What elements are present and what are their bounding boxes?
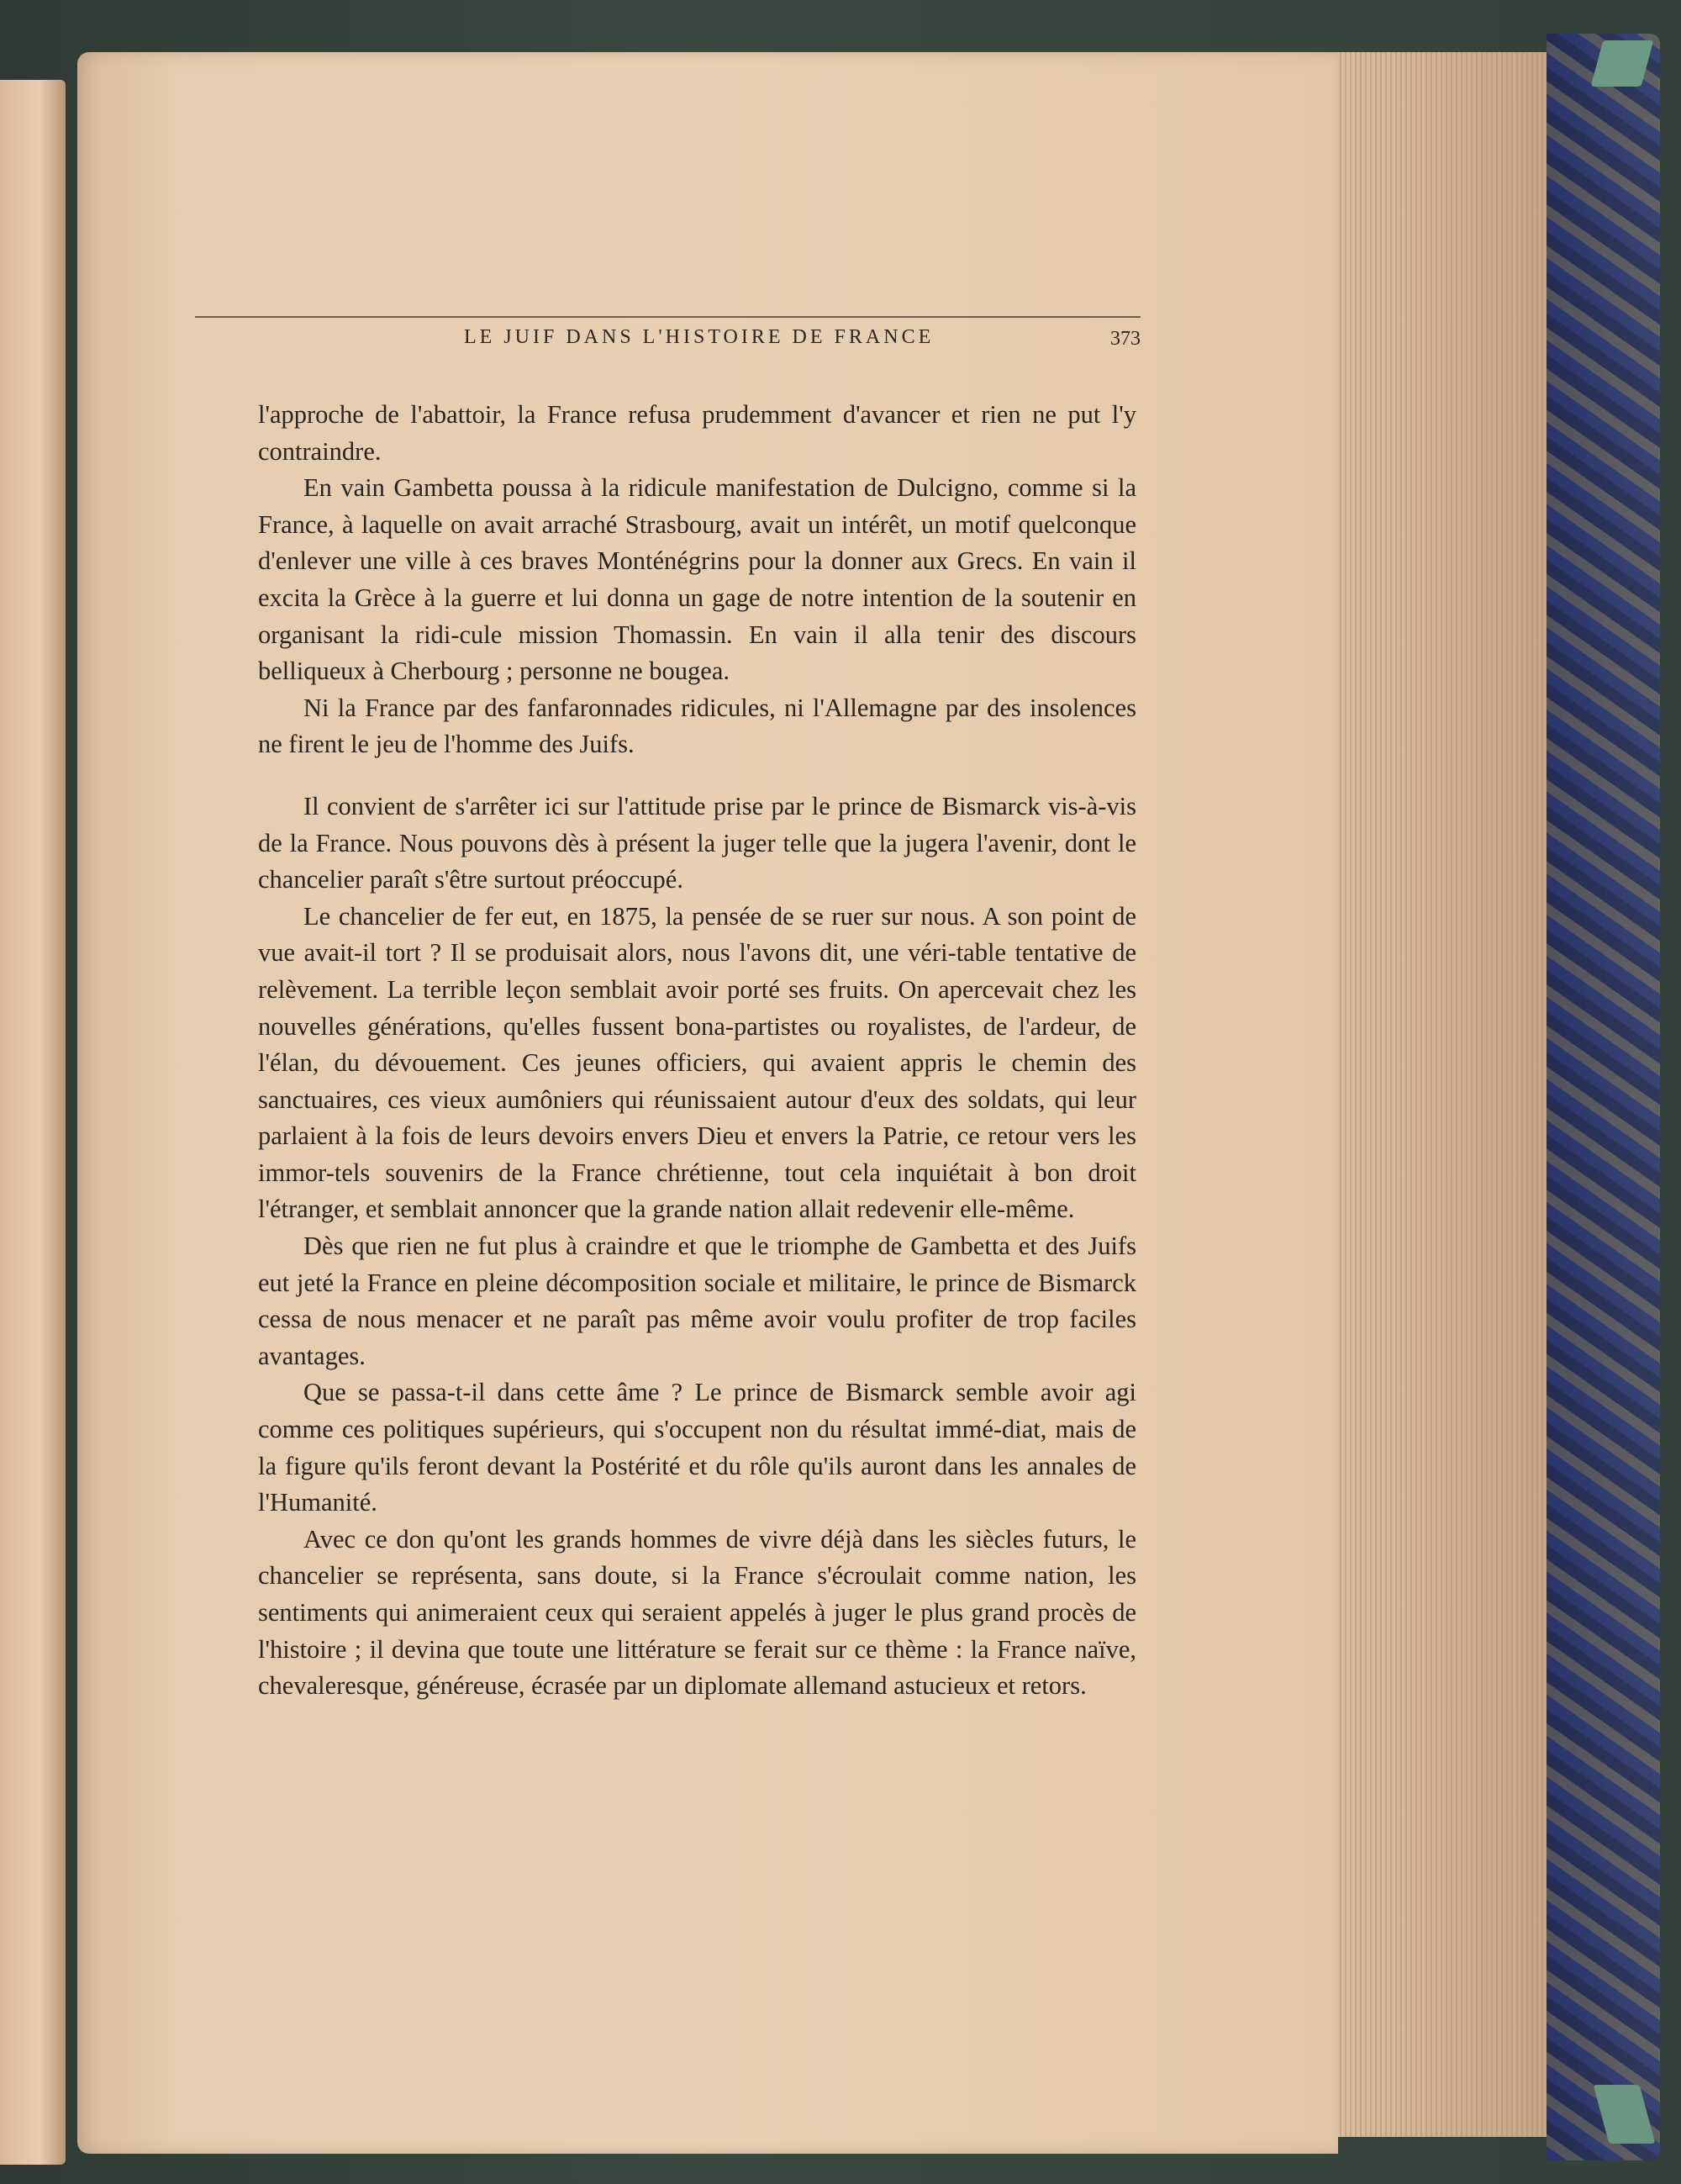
paragraph: l'approche de l'abattoir, la France refusa prudemment d'avancer et rien ne put l'y contraindre. bbox=[258, 400, 1136, 466]
book-page bbox=[77, 52, 1338, 2154]
body-text bbox=[258, 397, 1136, 1705]
paragraph: Avec ce don qu'ont les grands hommes de vivre déjà dans les siècles futurs, le chancelier se représenta, sans doute, si la France s'écroulait comme nation, les sentiments qui animeraient ceux qui seraient appelés à juger le plus grand procès de l'histoire ; il devina que toute une littérature se ferait sur ce thème : la France naïve, chevaleresque, généreuse, écrasée par un diplomate allemand astucieux et retors. bbox=[258, 1524, 1136, 1701]
paragraph: Que se passa-t-il dans cette âme ? Le prince de Bismarck semble avoir agi comme ces politiques supérieurs, qui s'occupent non du résultat immé-diat, mais de la figure qu'ils feront devant la Postérité et du rôle qu'ils auront dans les annales de l'Humanité. bbox=[258, 1378, 1136, 1517]
running-title: LE JUIF DANS L'HISTOIRE DE FRANCE bbox=[464, 326, 935, 348]
paragraph: Ni la France par des fanfaronnades ridicules, ni l'Allemagne par des insolences ne firent le jeu de l'homme des Juifs. bbox=[258, 693, 1136, 759]
page-number: 373 bbox=[1110, 328, 1141, 350]
book-cover-edge bbox=[1547, 34, 1660, 2160]
left-facing-page bbox=[0, 80, 66, 2165]
paragraph: Il convient de s'arrêter ici sur l'attitude prise par le prince de Bismarck vis-à-vis de la France. Nous pouvons dès à présent la juger telle que la jugera l'avenir, dont le chancelier paraît s'être surtout préoccupé. bbox=[258, 791, 1136, 894]
paragraph: En vain Gambetta poussa à la ridicule manifestation de Dulcigno, comme si la France, à laquelle on avait arraché Strasbourg, avait un intérêt, un motif quelconque d'enlever une ville à ces braves Monténégrins pour la donner aux Grecs. En vain il excita la Grèce à la guerre et lui donna un gage de notre intention de la soutenir en organisant la ridi-cule mission Thomassin. En vain il alla tenir des discours belliqueux à Cherbourg ; personne ne bougea. bbox=[258, 473, 1136, 686]
paragraph: Le chancelier de fer eut, en 1875, la pensée de se ruer sur nous. A son point de vue avait-il tort ? Il se produisait alors, nous l'avons dit, une véri-table tentative de relèvement. La terrible leçon semblait avoir porté ses fruits. On apercevait chez les nouvelles générations, qu'elles fussent bona-partistes ou royalistes, de l'ardeur, de l'élan, du dévouement. Ces jeunes officiers, qui avaient appris le chemin des sanctuaires, ces vieux aumôniers qui réunissaient autour d'eux des soldats, qui leur parlaient à la fois de leurs devoirs envers Dieu et envers la Patrie, ce retour vers les immor-tels souvenirs de la France chrétienne, tout cela inquiétait à bon droit l'étranger, et semblait annoncer que la grande nation allait redevenir elle-même. bbox=[258, 901, 1136, 1224]
page-block-edge bbox=[1320, 52, 1572, 2137]
running-head bbox=[195, 269, 1141, 350]
paragraph: Dès que rien ne fut plus à craindre et que le triomphe de Gambetta et des Juifs eut jeté la France en pleine décomposition sociale et militaire, le prince de Bismarck cessa de nous menacer et ne paraît pas même avoir voulu profiter de trop faciles avantages. bbox=[258, 1232, 1136, 1370]
